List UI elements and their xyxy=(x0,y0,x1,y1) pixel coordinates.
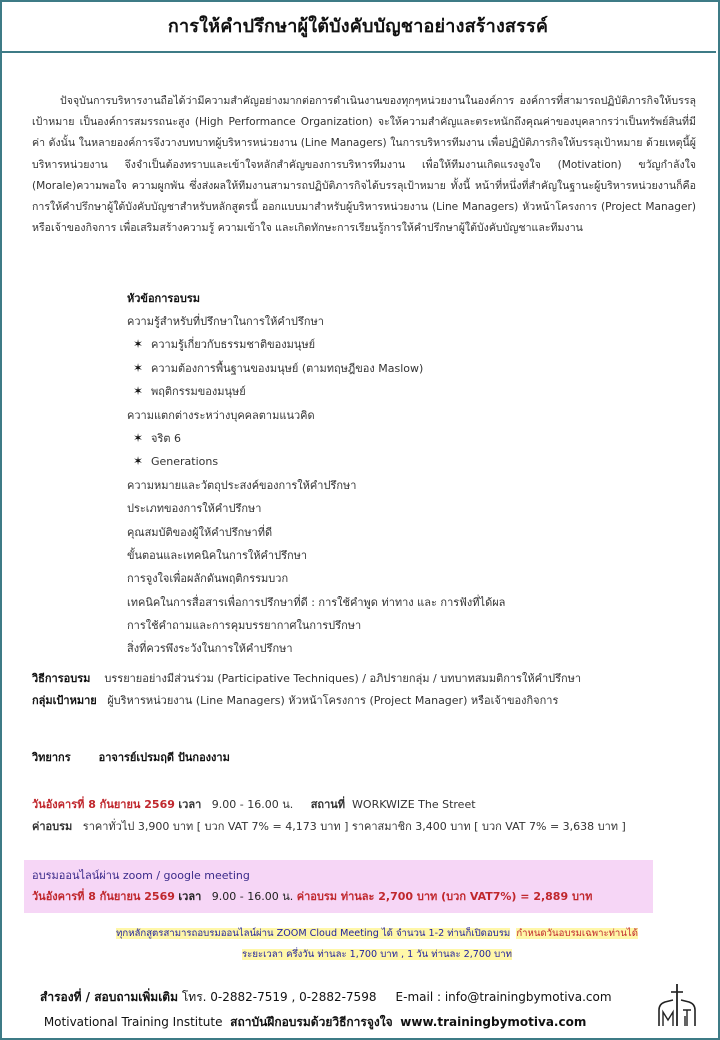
fee-label: ค่าอบรม xyxy=(32,820,73,833)
star-bullet-icon: ✶ xyxy=(133,360,144,375)
topics-list xyxy=(127,310,687,661)
venue-label: สถานที่ xyxy=(310,798,346,811)
online-date: วันอังคารที่ 8 กันยายน 2569 xyxy=(32,890,175,903)
topic-subitem xyxy=(127,380,687,403)
notice-line-2 xyxy=(60,944,694,965)
topic-subitem xyxy=(127,427,687,450)
star-bullet-icon: ✶ xyxy=(133,384,144,399)
topic-text: ประเภทของการให้คำปรึกษา xyxy=(127,502,262,516)
phone-text: โทร. 0-2882-7519 , 0-2882-7598 xyxy=(181,990,377,1004)
topic-item xyxy=(127,637,687,660)
online-title: อบรมออนไลน์ผ่าน zoom / google meeting xyxy=(32,869,250,882)
reserve-label: สำรองที่ / สอบถามเพิ่มเติม xyxy=(40,990,179,1004)
footer-contact-row xyxy=(40,985,612,1010)
star-bullet-icon: ✶ xyxy=(133,454,144,469)
footer xyxy=(40,985,612,1035)
schedule-time: 9.00 - 16.00 น. xyxy=(211,798,294,811)
topics-section xyxy=(127,288,687,661)
topic-text: จริต 6 xyxy=(151,431,181,445)
venue-value: WORKWIZE The Street xyxy=(352,798,476,811)
topic-item xyxy=(127,404,687,427)
notice-text-1: ทุกหลักสูตรสามารถอบรมออนไลน์ผ่าน ZOOM Cloud Meeting ได้ จำนวน 1-2 ท่านก็เปิดอบรม xyxy=(116,928,511,939)
online-notice xyxy=(60,923,694,965)
footer-org-row xyxy=(40,1010,612,1035)
schedule-date: วันอังคารที่ 8 กันยายน 2569 xyxy=(32,798,175,811)
notice-line-1 xyxy=(60,923,694,944)
target-label: กลุ่มเป้าหมาย xyxy=(32,694,97,707)
speaker-name: อาจารย์เปรมฤดี ปันกองงาม xyxy=(98,751,230,764)
topic-text: ความต้องการพื้นฐานของมนุษย์ (ตามทฤษฎีของ Maslow) xyxy=(151,361,424,375)
topic-item xyxy=(127,497,687,520)
topic-text: Generations xyxy=(151,455,219,469)
topic-text: ความรู้สำหรับที่ปรึกษาในการให้คำปรึกษา xyxy=(127,315,324,328)
topic-text: พฤติกรรมของมนุษย์ xyxy=(151,385,246,399)
page-title: การให้คำปรึกษาผู้ใต้บังคับบัญชาอย่างสร้างสรรค์ xyxy=(167,16,549,37)
schedule-row xyxy=(32,794,696,816)
schedule-time-label: เวลา xyxy=(178,798,202,811)
topic-text: ความรู้เกี่ยวกับธรรมชาติของมนุษย์ xyxy=(151,338,316,352)
speaker-label: วิทยากร xyxy=(32,751,71,764)
topic-item xyxy=(127,544,687,567)
topic-text: เทคนิคในการสื่อสารเพื่อการปรึกษาที่ดี : การใช้คำพูด ท่าทาง และ การฟังที่ได้ผล xyxy=(127,595,506,609)
online-time: 9.00 - 16.00 น. xyxy=(211,890,294,903)
topic-text: สิ่งที่ควรพึงระวังในการให้คำปรึกษา xyxy=(127,642,293,656)
method-row xyxy=(32,668,696,690)
email-link[interactable]: E-mail : info@trainingbymotiva.com xyxy=(395,990,612,1004)
org-name-en: Motivational Training Institute xyxy=(43,1015,223,1029)
intro-paragraph: ปัจจุบันการบริหารงานถือได้ว่ามีความสำคัญอย่างมากต่อการดำเนินงานของทุกๆหน่วยงานในองค์การ องค์การที่สามารถปฏิบัติภารกิจให้บรรลุเป้าหมาย เป็นองค์การสมรรถนะสูง (High Performance Organization) จะให้ความสำคัญและตระหนักถึงคุณค่าของบุคลากรว่าเป็นทรัพย์สินที่มีค่า ดังนั้น ในหลายองค์การจึงวางบทบาทผู้บริหารหน่วยงาน (Line Managers) ในการบริหารทีมงาน เพื่อปฏิบัติภารกิจให้บรรลุเป้าหมาย ด้วยเหตุนี้ผู้บริหารหน่วยงาน จึงจำเป็นต้องทราบและเข้าใจหลักสำคัญของการบริหารทีมงาน เพื่อให้ทีมงานเกิดแรงจูงใจ (Motivation) ขวัญกำลังใจ (Morale)ความพอใจ ความผูกพัน ซึ่งส่งผลให้ทีมงานสามารถปฏิบัติภารกิจได้บรรลุเป้าหมาย ทั้งนี้ หน้าที่หนึ่งที่สำคัญในฐานะผู้บริหารหน่วยงานก็คือการให้คำปรึกษาผู้ใต้บังคับบัญชาสำหรับหลักสูตรนี้ ออกแบบมาสำหรับผู้บริหารหน่วยงาน (Line Managers) หัวหน้าโครงการ (Project Manager) หรือเจ้าของกิจการ เพื่อเสริมสร้างความรู้ ความเข้าใจ และเกิดทักษะการเรียนรู้การให้คำปรึกษาผู้ใต้บังคับบัญชาและทีมงาน xyxy=(32,95,696,235)
target-value: ผู้บริหารหน่วยงาน (Line Managers) หัวหน้าโครงการ (Project Manager) หรือเจ้าของกิจการ xyxy=(107,694,559,707)
method-section xyxy=(32,668,696,712)
fee-row xyxy=(32,816,696,838)
topic-item xyxy=(127,521,687,544)
org-name-th: สถาบันฝึกอบรมด้วยวิธีการจูงใจ xyxy=(230,1015,393,1029)
topic-text: ความหมายและวัตถุประสงค์ของการให้คำปรึกษา xyxy=(127,478,357,492)
topic-item xyxy=(127,591,687,614)
topics-heading: หัวข้อการอบรม xyxy=(127,292,201,305)
star-bullet-icon: ✶ xyxy=(133,430,144,445)
topic-item xyxy=(127,310,687,333)
target-row xyxy=(32,690,696,712)
topic-subitem xyxy=(127,357,687,380)
website-link[interactable]: www.trainingbymotiva.com xyxy=(400,1015,587,1029)
topic-text: การจูงใจเพื่อผลักดันพฤติกรรมบวก xyxy=(127,572,289,586)
topic-item xyxy=(127,614,687,637)
notice-text-2: ระยะเวลา ครึ่งวัน ท่านละ 1,700 บาท , 1 วัน ท่านละ 2,700 บาท xyxy=(242,949,512,960)
mti-logo xyxy=(655,980,699,1028)
topic-item xyxy=(127,474,687,497)
online-fee: ค่าอบรม ท่านละ 2,700 บาท (บวก VAT7%) = 2,889 บาท xyxy=(296,890,593,903)
notice-text-red: กำหนดวันอบรมเฉพาะท่านได้ xyxy=(516,928,638,939)
topic-item xyxy=(127,567,687,590)
method-label: วิธีการอบรม xyxy=(32,672,91,685)
method-value: บรรยายอย่างมีส่วนร่วม (Participative Techniques) / อภิปรายกลุ่ม / บทบาทสมมติการให้คำปรึกษา xyxy=(104,672,582,685)
fee-value: ราคาทั่วไป 3,900 บาท [ บวก VAT 7% = 4,173 บาท ] ราคาสมาชิก 3,400 บาท [ บวก VAT 7% = 3,638 บาท ] xyxy=(82,820,626,833)
online-schedule-row xyxy=(32,886,645,907)
online-time-label: เวลา xyxy=(178,890,202,903)
online-box xyxy=(24,860,653,913)
schedule-section xyxy=(32,794,696,838)
topic-text: คุณสมบัติของผู้ให้คำปรึกษาที่ดี xyxy=(127,525,273,539)
title-bar xyxy=(0,0,716,53)
topic-subitem xyxy=(127,450,687,473)
star-bullet-icon: ✶ xyxy=(133,337,144,352)
topic-text: การใช้คำถามและการคุมบรรยากาศในการปรึกษา xyxy=(127,619,362,633)
speaker-row xyxy=(32,748,230,766)
topic-text: ขั้นตอนและเทคนิคในการให้คำปรึกษา xyxy=(127,548,308,562)
topic-subitem xyxy=(127,333,687,356)
topic-text: ความแตกต่างระหว่างบุคคลตามแนวคิด xyxy=(127,408,315,422)
